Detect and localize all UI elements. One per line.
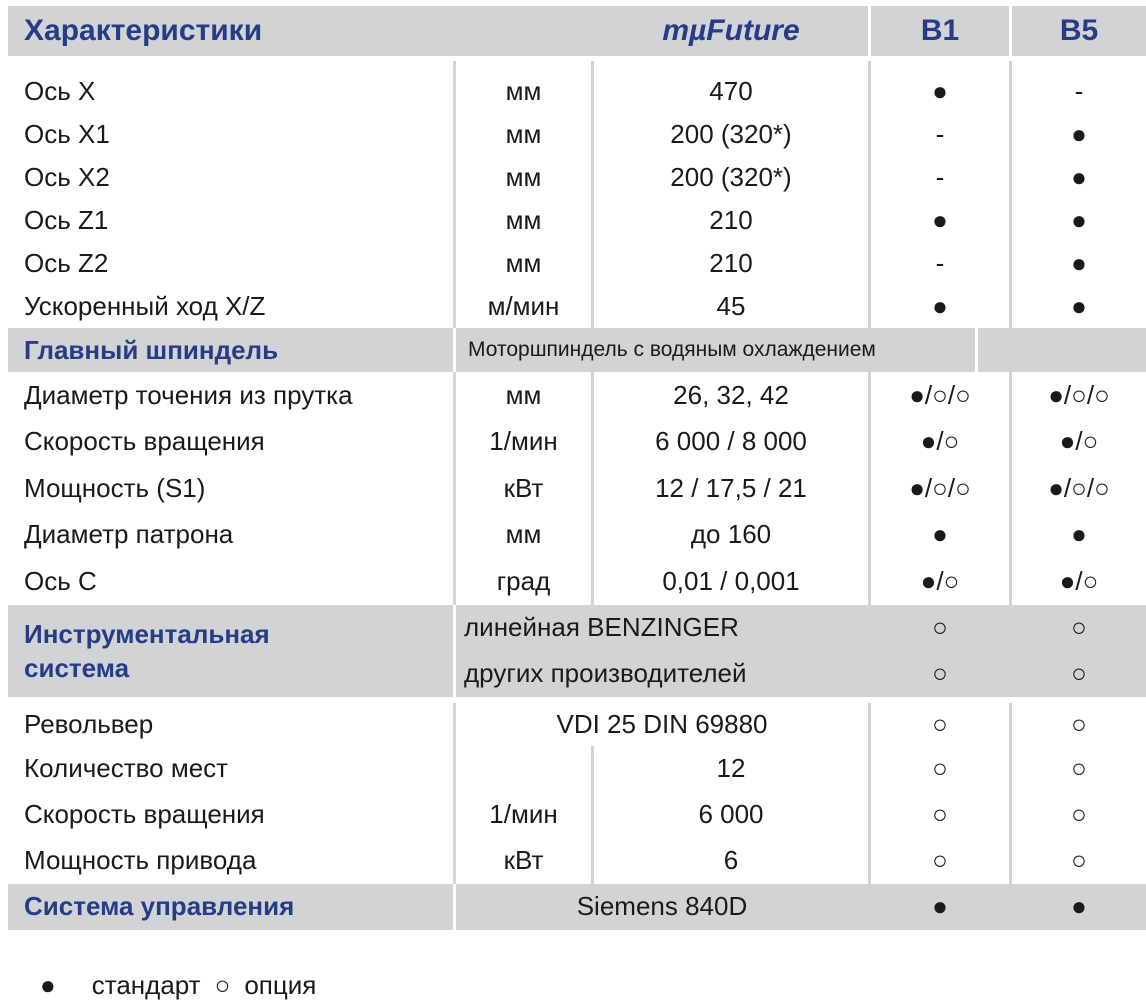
column-divider <box>591 512 594 559</box>
row-b1: ○ <box>932 753 948 783</box>
turret-b1: ○ <box>932 708 948 739</box>
row-unit: мм <box>505 248 542 278</box>
row-b1: ● <box>932 205 948 235</box>
row-name: Скорость вращения <box>24 799 265 829</box>
row-unit: мм <box>505 162 542 192</box>
column-divider <box>868 113 871 156</box>
row-b5: ● <box>1071 248 1087 278</box>
column-divider <box>1009 113 1012 156</box>
control-row <box>8 884 1146 930</box>
legend-standard-symbol: ● <box>40 970 56 1000</box>
header-title: Характеристики <box>24 14 263 47</box>
row-value: 12 / 17,5 / 21 <box>655 472 807 503</box>
row-unit: мм <box>505 379 542 410</box>
table-row <box>8 792 1146 838</box>
column-divider <box>1009 61 1012 70</box>
table-header <box>8 6 1146 56</box>
table-row <box>8 465 1146 512</box>
tooling-option-b5: ○ <box>1071 658 1087 688</box>
table-row <box>8 512 1146 559</box>
row-b1: - <box>935 162 945 192</box>
column-divider <box>591 70 594 113</box>
row-unit: мм <box>505 519 542 550</box>
column-divider <box>591 199 594 242</box>
column-divider <box>453 838 456 884</box>
row-b5: - <box>1074 76 1084 106</box>
column-divider <box>1009 465 1012 512</box>
row-name: Диаметр патрона <box>24 519 234 550</box>
row-unit: мм <box>505 119 542 149</box>
column-divider <box>868 465 871 512</box>
column-divider <box>591 838 594 884</box>
column-divider <box>1009 746 1012 792</box>
turret-row <box>8 703 1146 746</box>
column-divider <box>453 792 456 838</box>
row-name: Количество мест <box>24 753 229 783</box>
column-divider <box>868 512 871 559</box>
column-divider <box>1009 242 1012 285</box>
column-divider <box>453 61 456 70</box>
table-row <box>8 285 1146 328</box>
row-b1: - <box>935 119 945 149</box>
row-value: 6 000 <box>698 799 764 829</box>
column-divider <box>591 156 594 199</box>
row-unit: мм <box>505 76 542 106</box>
row-b1: ●/○/○ <box>909 472 971 503</box>
column-divider <box>453 285 456 328</box>
row-name: Ось X <box>24 76 96 106</box>
row-b5: ● <box>1071 205 1087 235</box>
row-value: 12 <box>716 753 746 783</box>
control-value: Siemens 840D <box>576 891 748 921</box>
row-value: до 160 <box>690 519 772 550</box>
column-divider <box>975 328 978 372</box>
column-divider <box>868 61 871 70</box>
column-divider <box>591 558 594 605</box>
row-name: Диаметр точения из прутка <box>24 379 353 410</box>
row-value: 0,01 / 0,001 <box>662 565 800 596</box>
row-value: 470 <box>709 76 753 106</box>
column-divider <box>591 242 594 285</box>
column-divider <box>1009 70 1012 113</box>
tooling-title-line2: система <box>24 652 130 683</box>
table-row <box>8 242 1146 285</box>
row-b5: ●/○ <box>1059 426 1099 457</box>
column-divider <box>868 703 871 746</box>
row-b1: ●/○/○ <box>909 379 971 410</box>
column-divider <box>591 372 594 419</box>
tooling-option-b1: ○ <box>932 658 948 688</box>
tooling-option-b5: ○ <box>1071 612 1087 642</box>
row-b5: ○ <box>1071 799 1087 829</box>
column-divider <box>1009 703 1012 746</box>
spindle-subtitle: Моторшпиндель с водяным охлаждением <box>468 338 876 361</box>
table-row <box>8 838 1146 884</box>
row-b1: ○ <box>932 845 948 875</box>
column-divider <box>868 558 871 605</box>
row-b5: ● <box>1071 162 1087 192</box>
column-divider <box>453 242 456 285</box>
row-name: Ускоренный ход X/Z <box>24 291 266 321</box>
column-divider <box>1009 558 1012 605</box>
tooling-title-line1: Инструментальная <box>24 618 270 649</box>
spindle-title: Главный шпиндель <box>24 334 279 365</box>
tooling-section-header <box>8 605 1146 697</box>
row-b1: ● <box>932 519 948 550</box>
tooling-option-label: линейная BENZINGER <box>464 612 739 642</box>
column-divider <box>1009 838 1012 884</box>
control-title: Система управления <box>24 891 295 921</box>
axes-section <box>8 70 1146 328</box>
tooling-section <box>8 746 1146 884</box>
row-b1: ○ <box>932 799 948 829</box>
row-b1: - <box>935 248 945 278</box>
control-b1: ● <box>932 891 948 921</box>
column-divider <box>591 419 594 466</box>
row-value: 200 (320*) <box>670 119 792 149</box>
column-divider <box>868 746 871 792</box>
column-divider <box>453 703 456 746</box>
column-divider <box>868 199 871 242</box>
header-b5: B5 <box>1059 14 1099 47</box>
control-b5: ● <box>1071 891 1087 921</box>
row-b5: ● <box>1071 291 1087 321</box>
column-divider <box>868 242 871 285</box>
column-divider <box>868 70 871 113</box>
column-divider <box>591 792 594 838</box>
legend-option-label: опция <box>244 970 317 1000</box>
table-row <box>8 156 1146 199</box>
table-row <box>8 746 1146 792</box>
table-row <box>8 419 1146 466</box>
column-divider <box>453 558 456 605</box>
row-unit: кВт <box>503 845 544 875</box>
row-b5: ●/○/○ <box>1048 472 1110 503</box>
row-value: 6 <box>723 845 739 875</box>
spindle-section-header <box>8 328 1146 372</box>
row-b1: ● <box>932 291 948 321</box>
column-divider <box>591 113 594 156</box>
spec-table <box>8 6 1146 930</box>
row-b1: ● <box>932 76 948 106</box>
column-divider <box>1009 199 1012 242</box>
row-b1: ●/○ <box>920 426 960 457</box>
row-name: Ось С <box>24 565 97 596</box>
row-unit: мм <box>505 205 542 235</box>
row-value: 210 <box>709 248 753 278</box>
row-value: 210 <box>709 205 753 235</box>
tooling-option-row <box>456 651 1146 697</box>
column-divider <box>868 792 871 838</box>
row-b5: ●/○/○ <box>1048 379 1110 410</box>
column-divider <box>453 113 456 156</box>
row-b5: ● <box>1071 119 1087 149</box>
row-b5: ● <box>1071 519 1087 550</box>
row-name: Мощность привода <box>24 845 257 875</box>
row-unit: м/мин <box>487 291 560 321</box>
turret-value: VDI 25 DIN 69880 <box>556 708 768 739</box>
column-divider <box>453 746 456 792</box>
column-divider <box>1009 792 1012 838</box>
row-value: 200 (320*) <box>670 162 792 192</box>
row-name: Мощность (S1) <box>24 472 206 503</box>
header-divider <box>868 6 871 56</box>
column-divider <box>453 328 456 372</box>
row-name: Ось Z1 <box>24 205 109 235</box>
column-divider <box>1009 372 1012 419</box>
legend-standard-label: стандарт <box>91 970 201 1000</box>
spindle-section <box>8 372 1146 605</box>
column-divider <box>1009 512 1012 559</box>
column-divider <box>1009 419 1012 466</box>
column-divider <box>453 199 456 242</box>
tooling-title <box>24 605 444 697</box>
turret-b5: ○ <box>1071 708 1087 739</box>
column-divider <box>868 156 871 199</box>
tooling-option-b1: ○ <box>932 612 948 642</box>
row-value: 6 000 / 8 000 <box>655 426 807 457</box>
row-b5: ○ <box>1071 845 1087 875</box>
column-divider <box>453 156 456 199</box>
column-divider <box>453 372 456 419</box>
row-name: Ось X2 <box>24 162 110 192</box>
row-b5: ○ <box>1071 753 1087 783</box>
header-spacer <box>8 56 1146 70</box>
table-row <box>8 372 1146 419</box>
table-row <box>8 70 1146 113</box>
column-divider <box>453 465 456 512</box>
column-divider <box>453 512 456 559</box>
row-unit <box>456 746 591 792</box>
row-unit: 1/мин <box>489 799 558 829</box>
header-divider <box>1009 6 1012 56</box>
header-model: mµFuture <box>662 14 800 47</box>
row-unit: град <box>496 565 551 596</box>
column-divider <box>868 419 871 466</box>
table-row <box>8 113 1146 156</box>
column-divider <box>453 884 456 930</box>
row-unit: кВт <box>503 472 544 503</box>
row-value: 45 <box>716 291 746 321</box>
row-name: Ось Z2 <box>24 248 109 278</box>
row-value: 26, 32, 42 <box>673 379 789 410</box>
row-name: Скорость вращения <box>24 426 265 457</box>
column-divider <box>591 285 594 328</box>
row-b5: ●/○ <box>1059 565 1099 596</box>
column-divider <box>453 419 456 466</box>
column-divider <box>1009 285 1012 328</box>
tooling-option-row <box>456 605 1146 651</box>
column-divider <box>591 465 594 512</box>
tooling-option-label: других производителей <box>464 658 747 688</box>
table-row <box>8 199 1146 242</box>
row-name: Ось X1 <box>24 119 110 149</box>
column-divider <box>591 746 594 792</box>
row-unit: 1/мин <box>489 426 558 457</box>
column-divider <box>868 838 871 884</box>
column-divider <box>868 372 871 419</box>
column-divider <box>1009 156 1012 199</box>
column-divider <box>868 285 871 328</box>
legend <box>40 970 316 1001</box>
turret-name: Револьвер <box>24 708 154 739</box>
header-b1: B1 <box>920 14 960 47</box>
table-row <box>8 558 1146 605</box>
column-divider <box>453 70 456 113</box>
column-divider <box>591 61 594 70</box>
row-b1: ●/○ <box>920 565 960 596</box>
legend-option-symbol: ○ <box>214 970 231 1000</box>
